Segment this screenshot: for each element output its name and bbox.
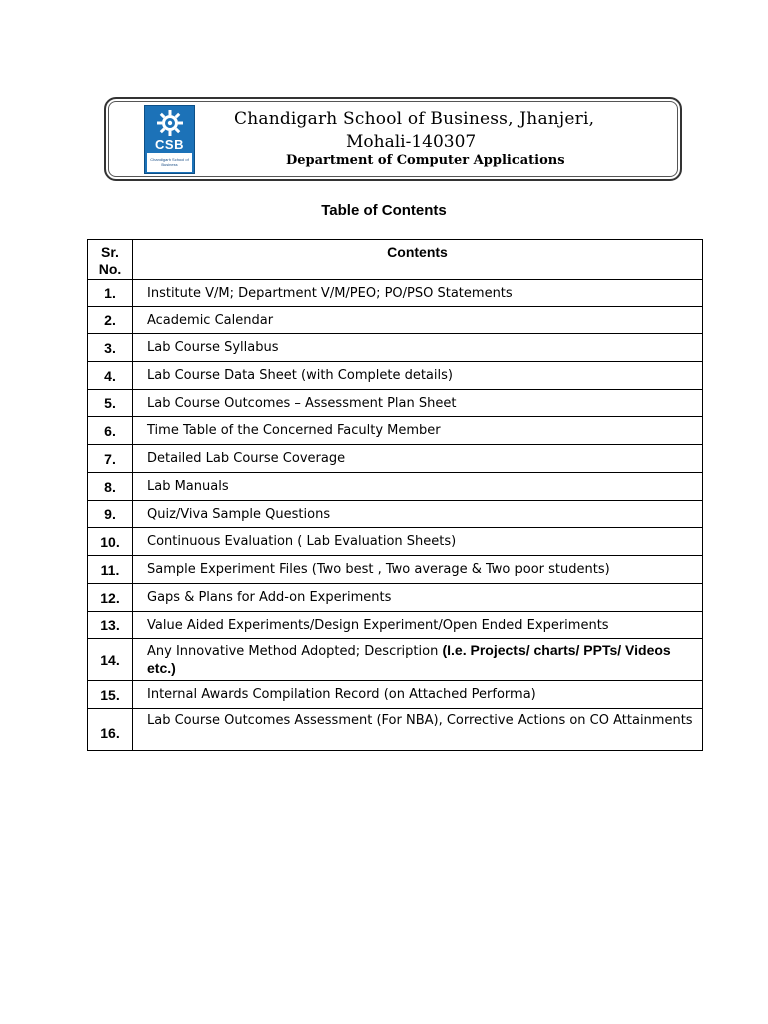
row-content: Internal Awards Compilation Record (on Attached Performa)	[133, 681, 703, 709]
sr-header-line2: No.	[98, 261, 122, 277]
row-content: Lab Manuals	[133, 473, 703, 501]
row-content: Lab Course Outcomes Assessment (For NBA), Corrective Actions on CO Attainments	[133, 709, 703, 751]
table-row	[88, 390, 703, 417]
table-row	[88, 639, 703, 681]
row-number: 4.	[88, 362, 133, 390]
row-number: 7.	[88, 445, 133, 473]
row-number: 14.	[88, 639, 133, 681]
row-number: 16.	[88, 709, 133, 751]
table-row	[88, 681, 703, 709]
table-row	[88, 501, 703, 528]
row-content: Gaps & Plans for Add-on Experiments	[133, 584, 703, 612]
row-content	[133, 639, 703, 681]
row-number: 2.	[88, 307, 133, 334]
row-content: Sample Experiment Files (Two best , Two average & Two poor students)	[133, 556, 703, 584]
toc-table	[87, 239, 703, 751]
row-number: 11.	[88, 556, 133, 584]
row-content-emphasis: (I.e. Projects/ charts/ PPTs/ Videos etc.)	[147, 641, 671, 676]
letterhead	[104, 97, 682, 181]
institution-name: Chandigarh School of Business, Jhanjeri,	[234, 109, 595, 129]
column-header-contents: Contents	[133, 240, 703, 280]
row-content: Lab Course Data Sheet (with Complete details)	[133, 362, 703, 390]
logo-caption-band	[147, 153, 192, 172]
row-content: Lab Course Syllabus	[133, 334, 703, 362]
table-row	[88, 584, 703, 612]
table-row	[88, 445, 703, 473]
table-row	[88, 528, 703, 556]
row-number: 13.	[88, 612, 133, 639]
table-row	[88, 473, 703, 501]
row-content: Detailed Lab Course Coverage	[133, 445, 703, 473]
row-content: Lab Course Outcomes – Assessment Plan Sheet	[133, 390, 703, 417]
table-row	[88, 280, 703, 307]
row-number: 3.	[88, 334, 133, 362]
row-number: 5.	[88, 390, 133, 417]
logo-caption: Chandigarh School of Business	[150, 157, 189, 167]
table-row	[88, 362, 703, 390]
row-content: Academic Calendar	[133, 307, 703, 334]
department-name: Department of Computer Applications	[286, 153, 565, 168]
table-row	[88, 417, 703, 445]
row-content: Continuous Evaluation ( Lab Evaluation Sheets)	[133, 528, 703, 556]
gear-logo-icon	[157, 110, 183, 136]
table-row	[88, 709, 703, 751]
row-number: 6.	[88, 417, 133, 445]
row-number: 1.	[88, 280, 133, 307]
institution-address: Mohali-140307	[346, 132, 477, 152]
row-content: Quiz/Viva Sample Questions	[133, 501, 703, 528]
column-header-sr-no	[88, 240, 133, 280]
toc-title: Table of Contents	[321, 202, 447, 219]
row-number: 8.	[88, 473, 133, 501]
row-number: 9.	[88, 501, 133, 528]
table-row	[88, 334, 703, 362]
row-content: Value Aided Experiments/Design Experiment/Open Ended Experiments	[133, 612, 703, 639]
logo-abbreviation: CSB	[155, 137, 184, 152]
table-row	[88, 612, 703, 639]
row-content: Institute V/M; Department V/M/PEO; PO/PSO Statements	[133, 280, 703, 307]
row-content-text: Any Innovative Method Adopted; Description	[147, 643, 443, 659]
sr-header-line1: Sr.	[101, 244, 119, 260]
row-content: Time Table of the Concerned Faculty Member	[133, 417, 703, 445]
table-row	[88, 556, 703, 584]
row-number: 15.	[88, 681, 133, 709]
table-row	[88, 307, 703, 334]
row-number: 10.	[88, 528, 133, 556]
row-number: 12.	[88, 584, 133, 612]
csb-logo	[144, 105, 195, 174]
